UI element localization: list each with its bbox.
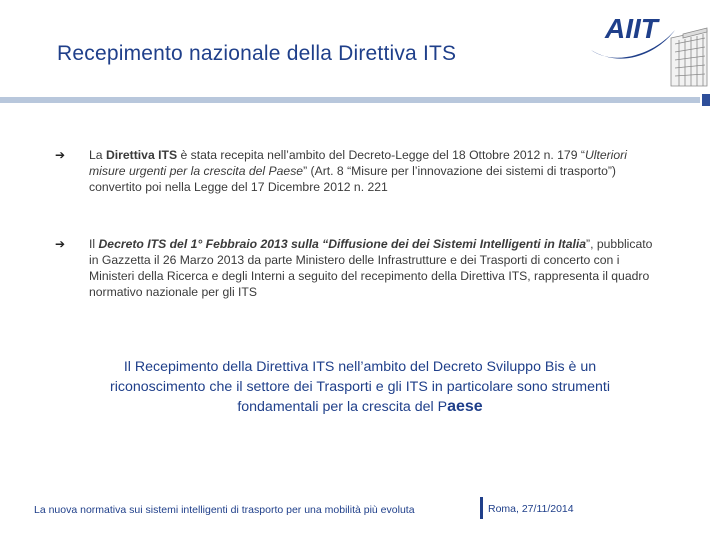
bullet-text-bold-italic: Decreto ITS del 1° Febbraio 2013 sulla “Diffusione dei dei Sistemi Intelligenti in Italia [98, 237, 587, 251]
highlight-text: Il Recepimento della Direttiva ITS nell’ambito del Decreto Sviluppo Bis è un riconoscimento che il settore dei Trasporti e gli ITS in particolare sono strumenti fondamentali per la crescita del P [110, 359, 610, 415]
bullet-text-bold: Direttiva ITS [105, 148, 178, 162]
arrow-right-icon: ➔ [55, 237, 66, 251]
highlight-text-tail: aese [447, 398, 483, 415]
bullet-item-1 [55, 147, 655, 195]
bullet-text: ” (Art. 8 “Misure per l’innovazione dei sistemi di trasporto”) convertito poi nella Legge del 17 Dicembre 2012 n. 221 [89, 164, 616, 194]
bullet-text: Il [89, 237, 99, 251]
bullet-item-2 [55, 236, 655, 300]
page-title: Recepimento nazionale della Direttiva ITS [57, 42, 457, 65]
bullet-text-italic: Ulteriori misure urgenti per la crescita del Paese [89, 148, 627, 178]
header-rule-accent [702, 94, 710, 106]
aiit-logo [583, 8, 711, 90]
bullet-text: è stata recepita nell’ambito del Decreto-Legge del 18 Ottobre 2012 n. 179 “ [177, 148, 585, 162]
arrow-right-icon: ➔ [55, 148, 66, 162]
footer-caption: La nuova normativa sui sistemi intelligenti di trasporto per una mobilità più evoluta [34, 504, 415, 516]
highlight-statement [75, 357, 645, 417]
bullet-text: La [89, 148, 106, 162]
bullet-text: ”, pubblicato in Gazzetta il 26 Marzo 2013 da parte Ministero delle Infrastrutture e dei Trasporti di concerto con i Ministeri della Ricerca e degli Interni a seguito del recepimento della Direttiva ITS, rappresenta il quadro normativo nazionale per gli ITS [89, 237, 653, 299]
footer-date: Roma, 27/11/2014 [488, 503, 574, 515]
building-icon [671, 28, 707, 86]
footer-divider [480, 497, 483, 519]
header-rule [0, 97, 700, 103]
logo-text: AIIT [605, 13, 658, 44]
